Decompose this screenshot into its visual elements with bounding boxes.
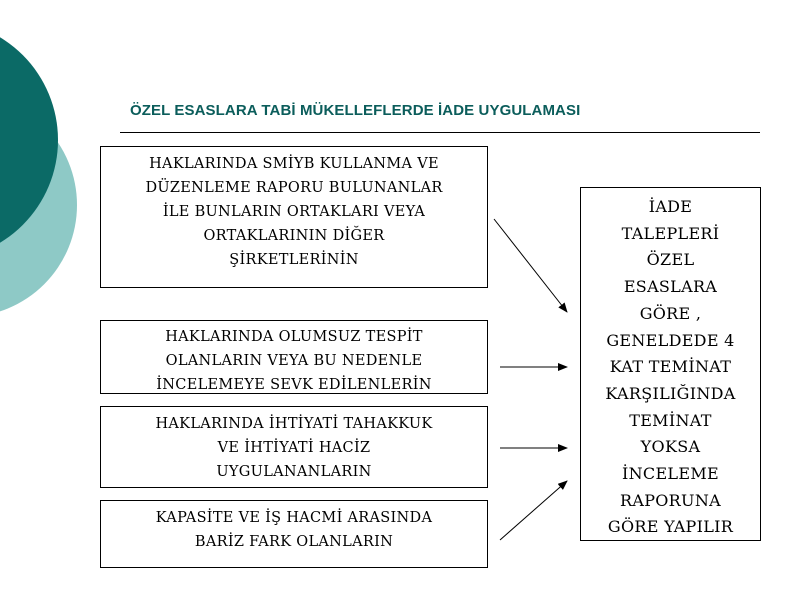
box-line: HAKLARINDA İHTİYATİ TAHAKKUK <box>155 416 433 432</box>
box-line: ORTAKLARININ DİĞER <box>203 228 385 244</box>
box-line: ŞİRKETLERİNİN <box>229 252 359 268</box>
result-line: GÖRE YAPILIR <box>607 517 734 537</box>
arrow-4 <box>500 481 567 540</box>
box-line: HAKLARINDA OLUMSUZ TESPİT <box>165 329 423 345</box>
result-line: ESASLARA <box>623 277 718 297</box>
arrow-1 <box>494 219 567 312</box>
slide-title: ÖZEL ESASLARA TABİ MÜKELLEFLERDE İADE UYGULAMASI <box>130 102 581 119</box>
condition-box-ihtiyati <box>100 406 488 488</box>
title-underline <box>120 132 760 133</box>
box-line: İLE BUNLARIN ORTAKLARI VEYA <box>162 204 426 220</box>
box-line: UYGULANANLARIN <box>216 464 372 480</box>
result-line: KARŞILIĞINDA <box>605 383 736 403</box>
condition-box-kapasite <box>100 500 488 568</box>
box-line: DÜZENLEME RAPORU BULUNANLAR <box>145 180 443 196</box>
result-line: İADE <box>648 197 693 216</box>
result-line: ÖZEL <box>646 250 695 270</box>
result-line: TALEPLERİ <box>621 223 720 243</box>
condition-box-smiyb <box>100 146 488 288</box>
decorative-circles <box>0 0 100 600</box>
box-line: VE İHTİYATİ HACİZ <box>217 440 371 456</box>
result-line: TEMİNAT <box>629 410 712 430</box>
result-line: YOKSA <box>640 437 701 457</box>
condition-box-olumsuz-tespit <box>100 320 488 394</box>
box-line: OLANLARIN VEYA BU NEDENLE <box>165 353 423 369</box>
box-line: HAKLARINDA SMİYB KULLANMA VE <box>149 156 439 172</box>
result-line: KAT TEMİNAT <box>609 357 732 377</box>
result-line: RAPORUNA <box>620 490 721 510</box>
box-line: BARİZ FARK OLANLARIN <box>194 534 394 550</box>
result-box-iade <box>580 187 761 541</box>
result-line: İNCELEME <box>621 464 719 484</box>
box-line: İNCELEMEYE SEVK EDİLENLERİN <box>156 377 432 393</box>
result-line: GENELDEDE 4 <box>606 330 735 350</box>
result-line: GÖRE , <box>639 303 702 323</box>
box-line: KAPASİTE VE İŞ HACMİ ARASINDA <box>155 510 433 526</box>
